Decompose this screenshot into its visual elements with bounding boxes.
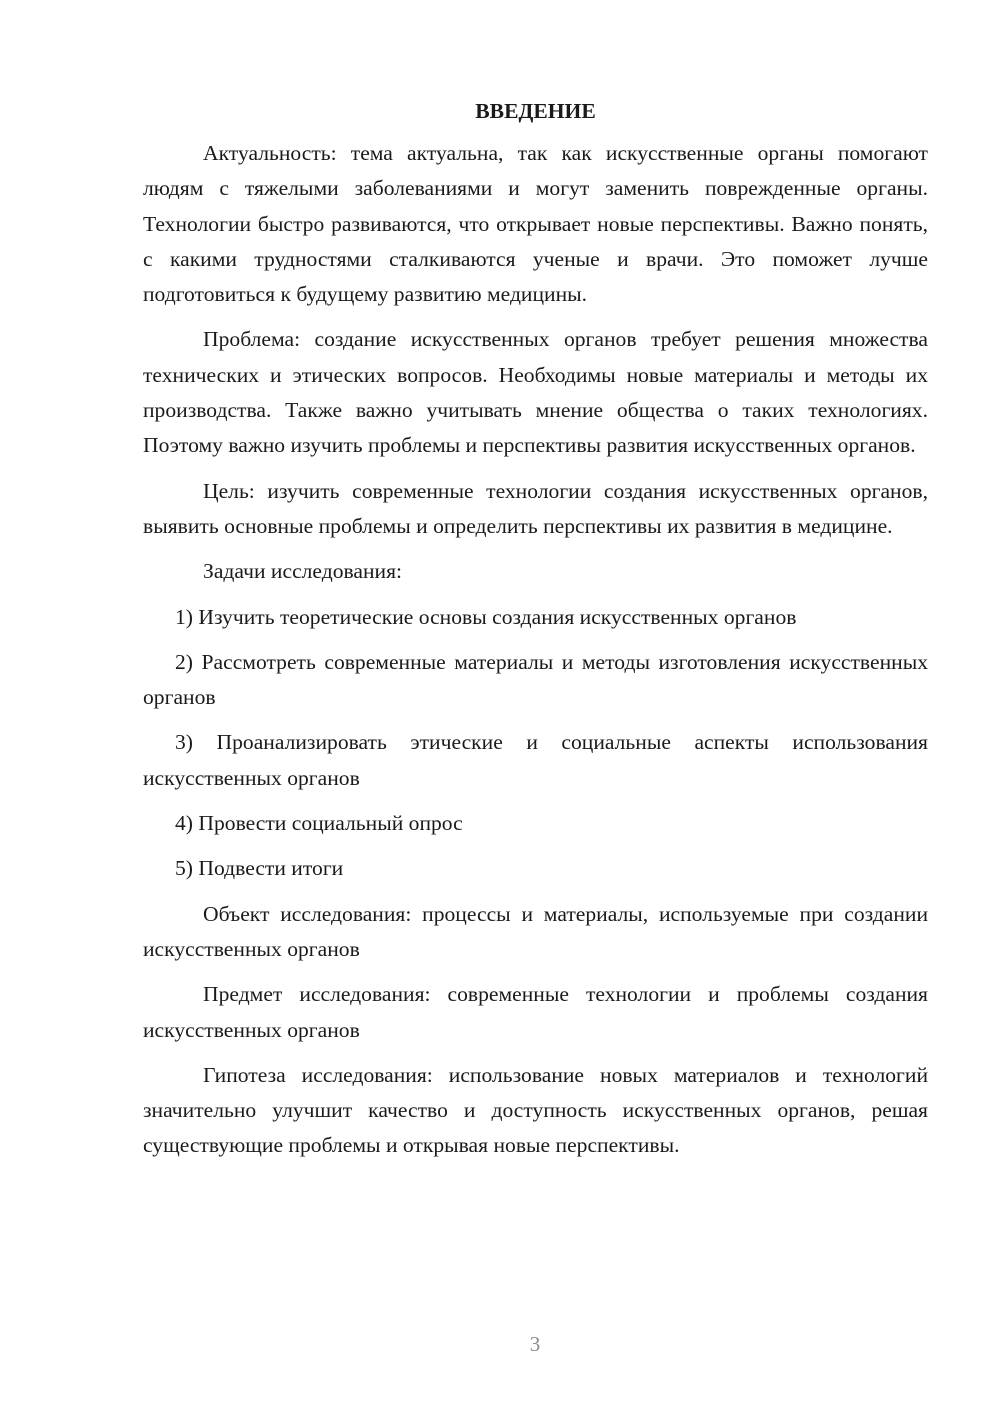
paragraph-goal: Цель: изучить современные технологии создания искусственных органов, выявить основные проблемы и определить перспективы их развития в медицине. — [143, 478, 928, 538]
paragraph-hypothesis: Гипотеза исследования: использование новых материалов и технологий значительно улучшит качество и доступность искусственных органов, решая существующие проблемы и открывая новые перспективы. — [143, 1062, 928, 1158]
paragraph-relevance: Актуальность: тема актуальна, так как искусственные органы помогают людям с тяжелыми заболеваниями и могут заменить поврежденные органы. Технологии быстро развиваются, что открывает новые перспективы. Важно понять, с какими трудностями сталкиваются ученые и врачи. Это поможет лучше подготовиться к будущему развитию медицины. — [143, 141, 928, 307]
tasks-heading: Задачи исследования: — [203, 559, 403, 584]
task-item-4: 4) Провести социальный опрос — [175, 811, 463, 836]
page-number: 3 — [529, 1332, 541, 1356]
paragraph-problem: Проблема: создание искусственных органов требует решения множества технических и этических вопросов. Необходимы новые материалы и методы их производства. Также важно учитывать мнение общества о таких технологиях. Поэтому важно изучить проблемы и перспективы развития искусственных органов. — [143, 327, 928, 458]
page-title: ВВЕДЕНИЕ — [475, 99, 596, 123]
task-item-5: 5) Подвести итоги — [175, 856, 344, 881]
task-item-2: 2) Рассмотреть современные материалы и методы изготовления искусственных органов — [143, 649, 928, 710]
task-item-1: 1) Изучить теоретические основы создания искусственных органов — [175, 604, 797, 629]
paragraph-subject: Предмет исследования: современные технологии и проблемы создания искусственных органов — [143, 982, 928, 1042]
task-item-3: 3) Проанализировать этические и социальные аспекты использования искусственных органов — [143, 730, 928, 790]
page-content — [143, 94, 928, 1164]
paragraph-object: Объект исследования: процессы и материалы, используемые при создании искусственных органов — [143, 901, 928, 961]
